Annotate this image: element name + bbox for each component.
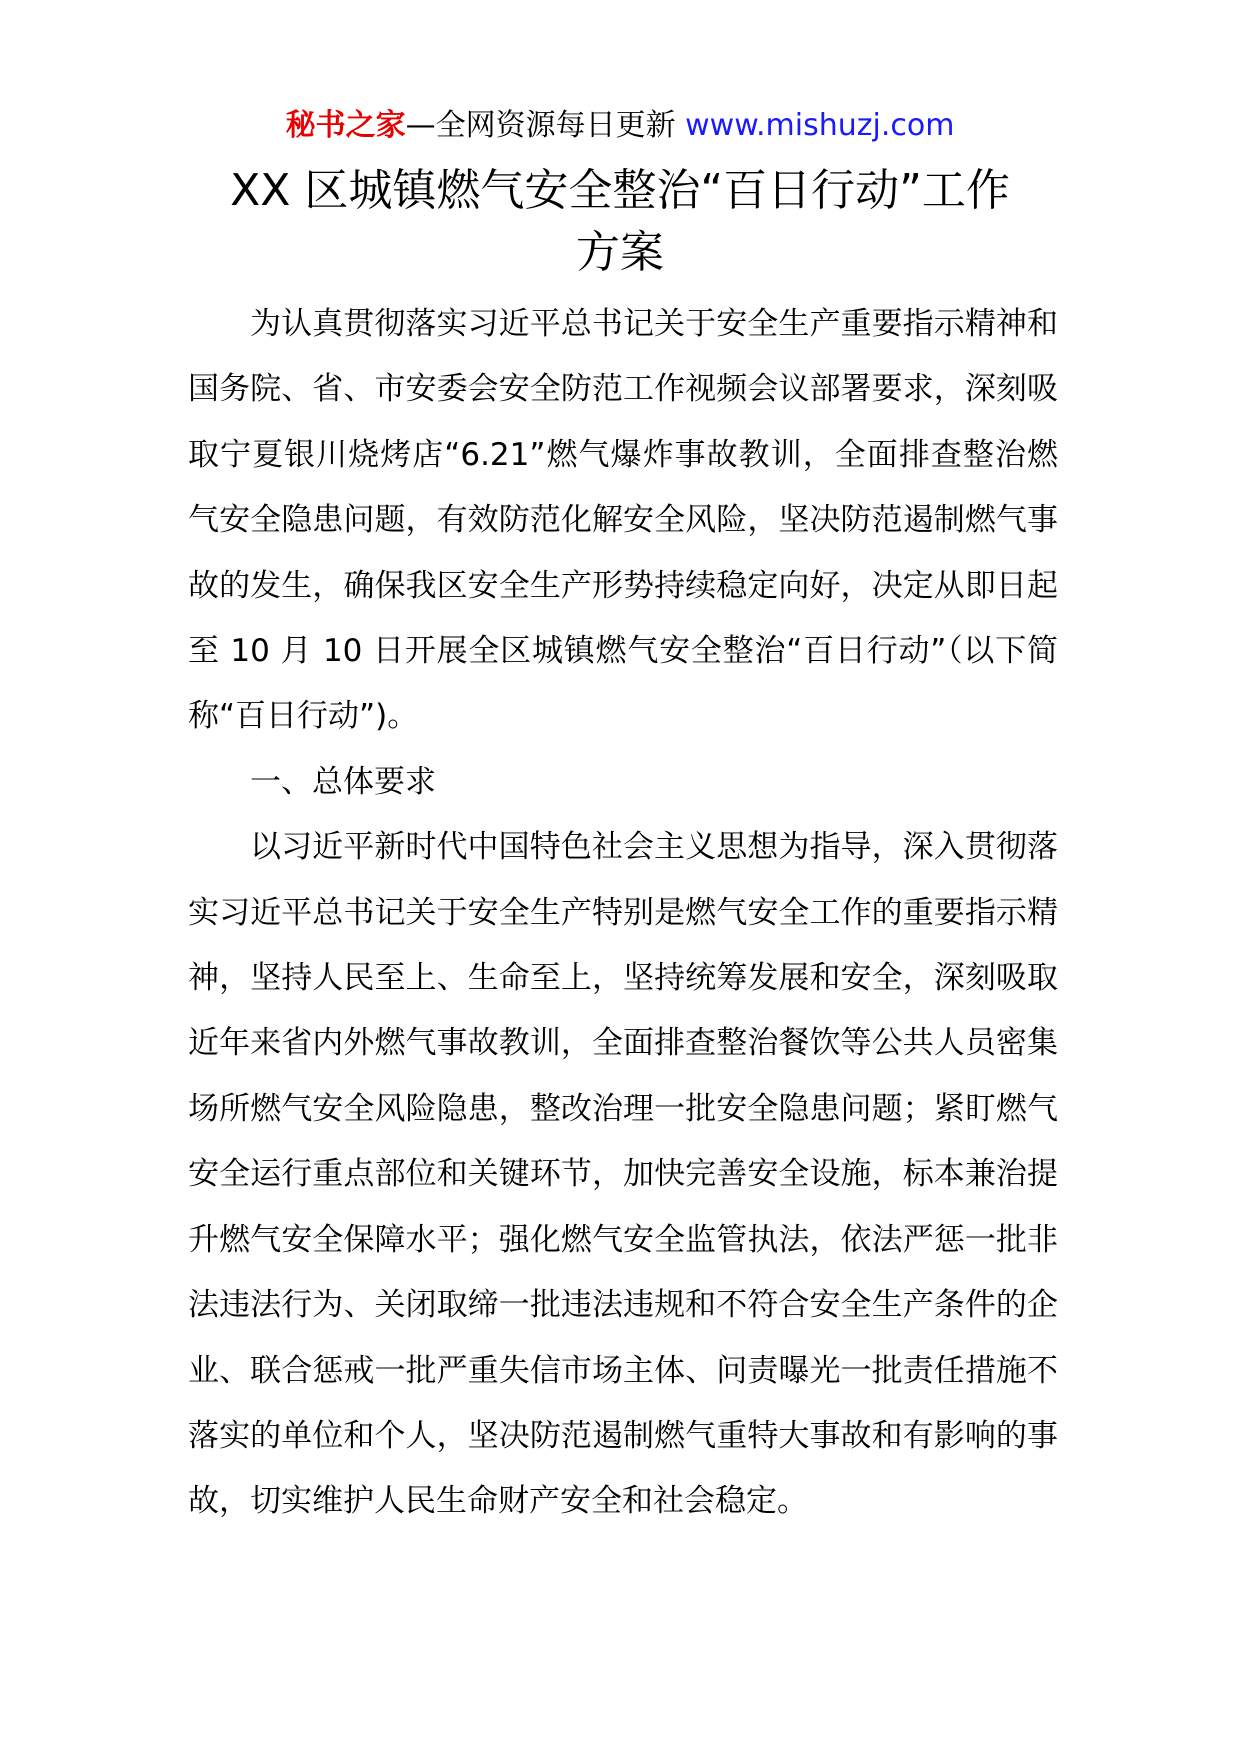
site-url-link[interactable]: www.mishuzj.com	[685, 108, 955, 143]
title-line-1: XX 区城镇燃气安全整治“百日行动”工作	[230, 165, 1010, 216]
body-paragraph: 以习近平新时代中国特色社会主义思想为指导，深入贯彻落实习近平总书记关于安全生产特别是燃气安全工作的重要指示精神，坚持人民至上、生命至上，坚持统筹发展和安全，深刻吸取近年来省内外燃气事故教训，全面排查整治餐饮等公共人员密集场所燃气安全风险隐患，整改治理一批安全隐患问题；紧盯燃气安全运行重点部位和关键环节，加快完善安全设施，标本兼治提升燃气安全保障水平；强化燃气安全监管执法，依法严惩一批非法违法行为、关闭取缔一批违法违规和不符合安全生产条件的企业、联合惩戒一批严重失信市场主体、问责曝光一批责任措施不落实的单位和个人，坚决防范遏制燃气重特大事故和有影响的事故，切实维护人民生命财产安全和社会稳定。	[188, 829, 1058, 1520]
site-header	[0, 106, 1240, 146]
document-body	[188, 292, 1058, 1535]
section-heading: 一、总体要求	[250, 763, 436, 800]
intro-paragraph: 为认真贯彻落实习近平总书记关于安全生产重要指示精神和国务院、省、市安委会安全防范工作视频会议部署要求，深刻吸取宁夏银川烧烤店“6.21”燃气爆炸事故教训，全面排查整治燃气安全隐患问题，有效防范化解安全风险，坚决防范遏制燃气事故的发生，确保我区安全生产形势持续稳定向好，决定从即日起至 10 月 10 日开展全区城镇燃气安全整治“百日行动”（以下简称“百日行动”)。	[188, 306, 1058, 735]
document-title	[150, 160, 1090, 284]
title-line-2: 方案	[576, 227, 664, 278]
brand-name: 秘书之家	[285, 108, 406, 143]
header-tagline: —全网资源每日更新	[405, 108, 686, 143]
